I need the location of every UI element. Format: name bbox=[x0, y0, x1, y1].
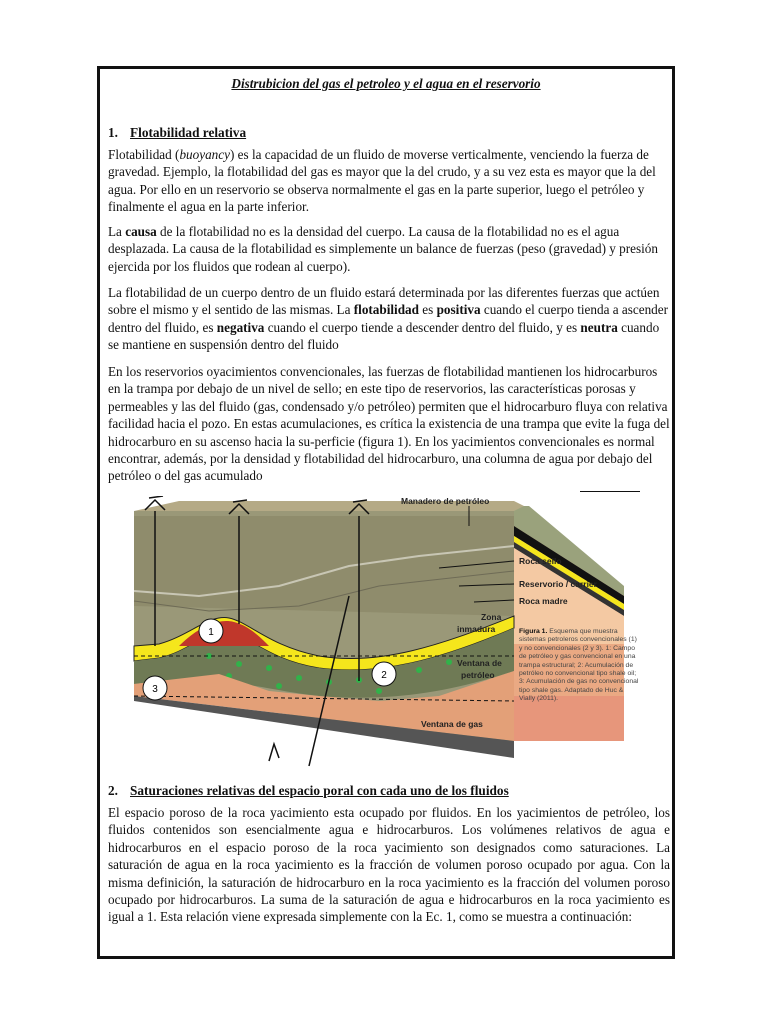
page-title: Distrubicion del gas el petroleo y el agua en el reservorio bbox=[231, 76, 541, 91]
label-manadero: Manadero de petróleo bbox=[401, 496, 490, 506]
section1-heading bbox=[108, 125, 246, 141]
label-roca-madre: Roca madre bbox=[519, 596, 568, 606]
label-ventana-gas: Ventana de gas bbox=[421, 719, 483, 729]
section1-paragraph-2: La causa de la flotabilidad no es la densidad del cuerpo. La causa de la flotabilidad no es el agua desplazada. La causa de la flotabilidad es simplemente un balance de fuerzas (peso (gravedad) y presión ejercida por los fluidos que rodean al cuerpo). bbox=[108, 224, 658, 274]
section2-heading-text: Saturaciones relativas del espacio poral con cada uno de los fluidos bbox=[130, 783, 509, 798]
document-frame bbox=[97, 66, 675, 959]
section1-heading-text: Flotabilidad relativa bbox=[130, 125, 247, 140]
marker-1-label: 1 bbox=[208, 627, 214, 638]
section1-paragraph-3: La flotabilidad de un cuerpo dentro de un fluido estará determinada por las diferentes fuerzas que actúen sobre el mismo y el sentido de las mismas. La flotabilidad es positiva cuando el cuerpo tienda a ascender dentro del fluido, es negativa cuando el cuerpo tiende a descender dentro del fluido, y es neutra cuando se mantiene en suspensión dentro del fluido bbox=[108, 285, 669, 353]
separator-line bbox=[580, 491, 640, 492]
section1-paragraph-4: En los reservorios oyacimientos convencionales, las fuerzas de flotabilidad mantienen los hidrocarburos en la trampa por debajo de un nivel de sello; en este tipo de reservorios, las características porosas y permeables y las del fluido (gas, condensado y/o petróleo) permiten que el hidrocarburo fluya con relativa facilidad hacia el pozo. En estas acumulaciones, es crítica la existencia de una trampa que evite la fuga del hidrocarburo en su ascenso hacia la su-perficie (figura 1). En los yacimientos convencionales es normal encontrar, además, por la densidad y flotabilidad del hidrocarburo, una columna de agua por debajo del petróleo o del gas acumulado bbox=[108, 364, 670, 484]
label-ventana-de: Ventana de bbox=[457, 658, 502, 668]
label-reservorio: Reservorio / carrier bbox=[519, 579, 597, 589]
fault-arrow bbox=[269, 744, 279, 761]
marker-3-label: 3 bbox=[152, 684, 158, 695]
label-zona: Zona bbox=[481, 612, 502, 622]
label-petroleo: petróleo bbox=[461, 670, 495, 680]
section2-paragraph-1: El espacio poroso de la roca yacimiento esta ocupado por fluidos. En los yacimientos de petróleo, los fluidos contenidos son esencialmente agua e hidrocarburos. Los volúmenes relativos de agua e hidrocarburos en el espacio poroso de la roca yacimiento son designados como saturaciones. La saturación de agua en la roca yacimiento es la fracción de volumen poroso ocupado por agua. Con la misma definición, la saturación de hidrocarburo en la roca yacimiento es la fracción del volumen poroso ocupado por hidrocarburos. La suma de la saturación de agua e hidrocarburos en la roca yacimiento es igual a 1. Esta relación viene expresada simplemente con la Ec. 1, como se muestra a continuación: bbox=[108, 805, 670, 925]
section1-number: 1. bbox=[108, 125, 118, 140]
figure-caption: Figura 1. Esquema que muestra sistemas petroleros convencionales (1) y no convencionales (2 y 3). 1: Campo de petróleo y gas convencional en una trampa estructural; 2: Acumulación de petróleo no convencional tipo shale oil; 3: Acumulación de gas no convencional tipo shale gas. Adaptado de Huc & Vially (2011). bbox=[519, 628, 639, 703]
marker-2-label: 2 bbox=[381, 670, 387, 681]
label-roca-sello: Roca sello bbox=[519, 556, 562, 566]
section2-number: 2. bbox=[108, 783, 118, 798]
section1-paragraph-1: Flotabilidad (buoyancy) es la capacidad de un fluido de moverse verticalmente, venciendo la fuerza de gravedad. Ejemplo, la flotabilidad del gas es mayor que la del crudo, y a su vez esta es mayor que la del agua. Por ello en un reservorio se observa normalmente el gas en la parte superior, luego el petróleo y finalmente el agua en la parte inferior. bbox=[108, 147, 656, 215]
label-inmadura: inmadura bbox=[457, 624, 496, 634]
section2-heading bbox=[108, 783, 509, 799]
